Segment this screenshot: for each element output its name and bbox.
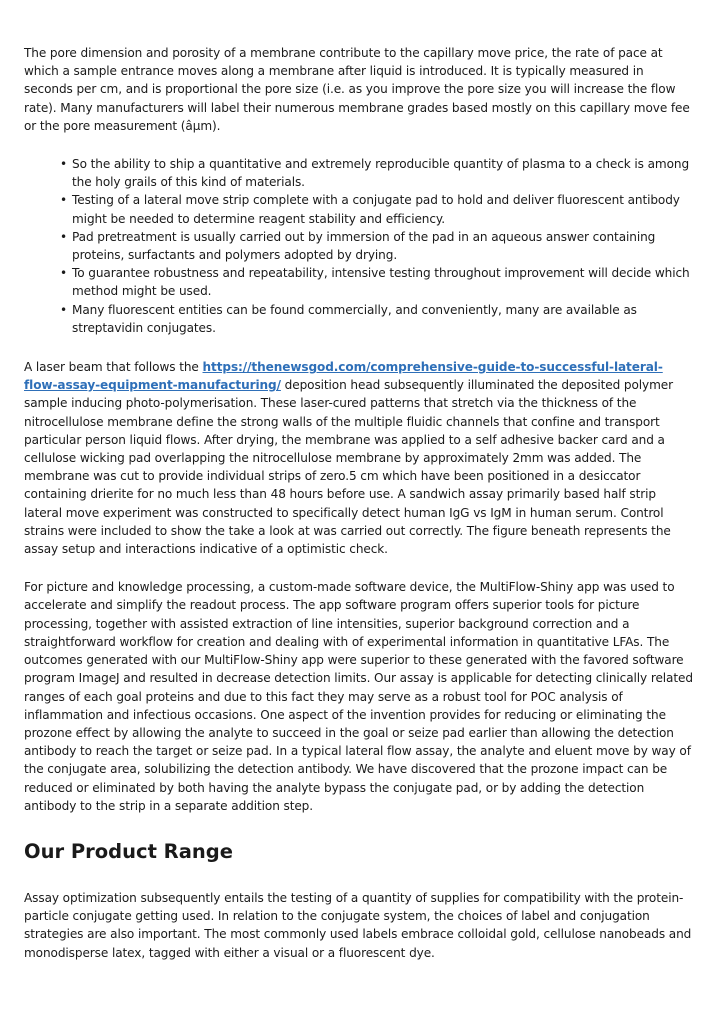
list-item [60,191,696,227]
list-item-text: Many fluorescent entities can be found commercially, and conveniently, many are available as streptavidin conjugates. [72,302,637,335]
paragraph-text: deposition head subsequently illuminated the deposited polymer sample inducing photo-polymerisation. These laser-cured patterns that stretch via the thickness of the nitrocellulose membrane define the strong walls of the multiple fluidic channels that confine and transport particular person liquid flows. After drying, the membrane was applied to a self adhesive backer card and a cellulose wicking pad overlapping the nitrocellulose membrane by approximately 2mm was added. The membrane was cut to provide individual strips of zero.5 cm which have been positioned in a desiccator containing drierite for no much less than 48 hours before use. A sandwich assay primarily based half strip lateral move experiment was constructed to specifically detect human IgG vs IgM in human serum. Control strains were included to show the take a look at was carried out correctly. The figure beneath represents the assay setup and interactions indicative of a optimistic check. [24,378,673,557]
bullet-list [24,155,696,337]
paragraph-pore-dimension: The pore dimension and porosity of a membrane contribute to the capillary move price, the rate of pace at which a sample entrance moves along a membrane after liquid is introduced. It is typically measured in seconds per cm, and is proportional the pore size (i.e. as you improve the pore size you will increase the flow rate). Many manufacturers will label their numerous membrane grades based mostly on this capillary move fee or the pore measurement (âµm). [24,46,690,133]
list-item-text: Pad pretreatment is usually carried out by immersion of the pad in an aqueous answer containing proteins, surfactants and polymers adopted by drying. [72,229,656,263]
article-link[interactable]: https://thenewsgod.com/comprehensive-guide-to-successful-lateral-flow-assay-equipment-manufacturing/ [24,360,663,393]
paragraph-multiflow-shiny: For picture and knowledge processing, a custom-made software device, the MultiFlow-Shiny app was used to accelerate and simplify the readout process. The app software program offers superior tools for picture processing, together with assisted extraction of line intensities, superior background correction and a straightforward workflow for creation and dealing with of experimental information in quantitative LFAs. The outcomes generated with our MultiFlow-Shiny app were superior to these generated with the favored software program ImageJ and resulted in decrease detection limits. Our assay is applicable for detecting clinically related ranges of each goal proteins and due to this fact they may serve as a robust tool for POC analysis of inflammation and infectious occasions. One aspect of the invention provides for reducing or eliminating the prozone effect by allowing the analyte to succeed in the goal or seize pad earlier than allowing the detection antibody to reach the target or seize pad. In a typical lateral flow assay, the analyte and eluent move by way of the conjugate area, solubilizing the detection antibody. We have discovered that the prozone impact can be reduced or eliminated by both having the analyte bypass the conjugate pad, or by adding the detection antibody to the strip in a separate addition step. [24,580,693,813]
list-item [60,155,696,191]
bullet-icon: • [60,266,68,281]
paragraph-assay-optimization: Assay optimization subsequently entails the testing of a quantity of supplies for compatibility with the protein-particle conjugate getting used. In relation to the conjugate system, the choices of label and conjugation strategies are also important. The most commonly used labels embrace colloidal gold, cellulose nanobeads and monodisperse latex, tagged with either a visual or a fluorescent dye. [24,890,692,960]
list-item-text: Testing of a lateral move strip complete with a conjugate pad to hold and deliver fluorescent antibody might be needed to determine reagent stability and efficiency. [72,193,680,226]
list-item-text: So the ability to ship a quantitative and extremely reproducible quantity of plasma to a check is among the holy grails of this kind of materials. [72,157,690,190]
bullet-icon: • [60,229,68,244]
bullet-icon: • [60,157,68,172]
section-heading: Our Product Range [24,839,233,863]
bullet-icon: • [60,193,68,208]
list-item-text: To guarantee robustness and repeatability, intensive testing throughout improvement will decide which method might be used. [72,266,690,299]
list-item [60,301,696,337]
bullet-icon: • [60,302,68,317]
paragraph-laser-beam [24,358,696,558]
list-item [60,264,696,300]
list-item [60,228,696,264]
paragraph-text: A laser beam that follows the [24,360,203,375]
